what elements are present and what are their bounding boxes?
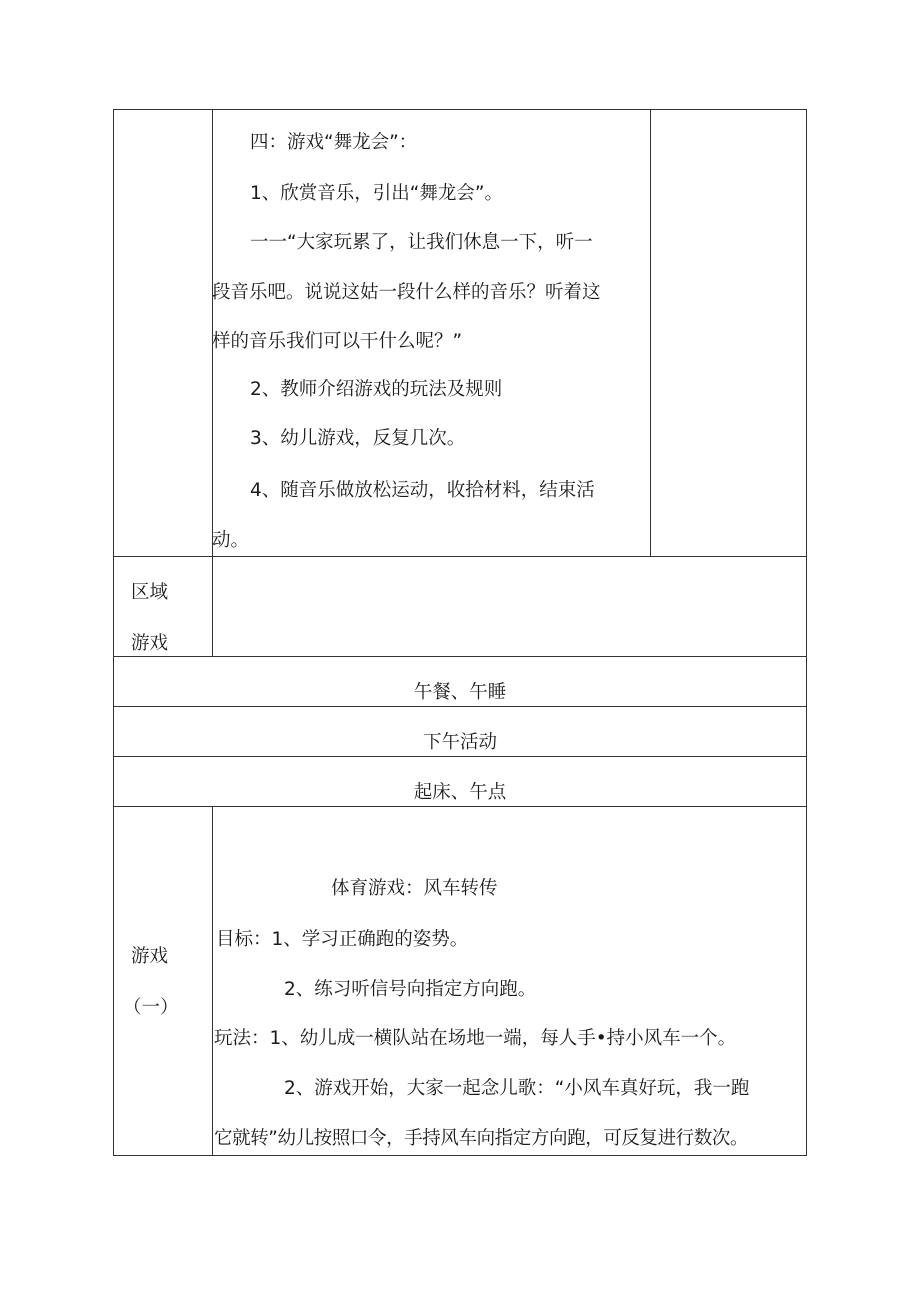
table-border-right xyxy=(806,109,807,1155)
wake-snack-row: 起床、午点 xyxy=(413,782,507,803)
area-game-label-line-2: 游戏 xyxy=(131,633,169,654)
section-four-step-1: 1、欣赏音乐，引出“舞龙会”。 xyxy=(250,183,503,204)
game-one-goal-2: 2、练习听信号向指定方向跑。 xyxy=(284,979,537,1000)
column-divider xyxy=(650,109,651,556)
row-divider xyxy=(113,756,807,757)
table-border-top xyxy=(113,109,807,110)
afternoon-activity-row: 下午活动 xyxy=(422,732,497,753)
row-divider xyxy=(113,806,807,807)
game-one-play-1: 玩法：1、幼儿成一横队站在场地一端，每人手•持小风车一个。 xyxy=(214,1028,737,1049)
section-four-step-2: 2、教师介绍游戏的玩法及规则 xyxy=(250,379,503,400)
table-border-left xyxy=(113,109,114,1155)
section-four-quote-line-2: 段音乐吧。说说这姑一段什么样的音乐？听着这 xyxy=(212,282,601,303)
table-border-bottom xyxy=(113,1155,807,1156)
area-game-label-line-1: 区域 xyxy=(131,582,169,603)
game-one-play-2: 2、游戏开始，大家一起念儿歌：“小风车真好玩，我一跑 xyxy=(284,1078,750,1099)
game-one-play-2-cont: 它就转”幼儿按照口令，手持风车向指定方向跑，可反复进行数次。 xyxy=(214,1128,749,1149)
section-four-step-4-cont: 动。 xyxy=(212,530,250,551)
section-four-heading: 四：游戏“舞龙会”： xyxy=(250,132,418,153)
section-four-step-4: 4、随音乐做放松运动，收拾材料，结束活 xyxy=(250,480,595,501)
section-four-quote-line-1: 一一“大家玩累了，让我们休息一下，听一 xyxy=(250,232,593,253)
column-divider xyxy=(212,806,213,1155)
lunch-nap-row: 午餐、午睡 xyxy=(413,682,507,703)
game-one-title: 体育游戏：风车转传 xyxy=(331,878,498,899)
section-four-step-3: 3、幼儿游戏，反复几次。 xyxy=(250,428,466,449)
row-divider xyxy=(113,556,807,557)
row-divider xyxy=(113,656,807,657)
column-divider xyxy=(212,109,213,656)
row-divider xyxy=(113,706,807,707)
game-one-label-line-2: （一） xyxy=(123,997,179,1018)
game-one-label-line-1: 游戏 xyxy=(131,946,169,967)
section-four-quote-line-3: 样的音乐我们可以干什么呢？” xyxy=(212,331,463,352)
game-one-goal-1: 目标：1、学习正确跑的姿势。 xyxy=(216,929,469,950)
